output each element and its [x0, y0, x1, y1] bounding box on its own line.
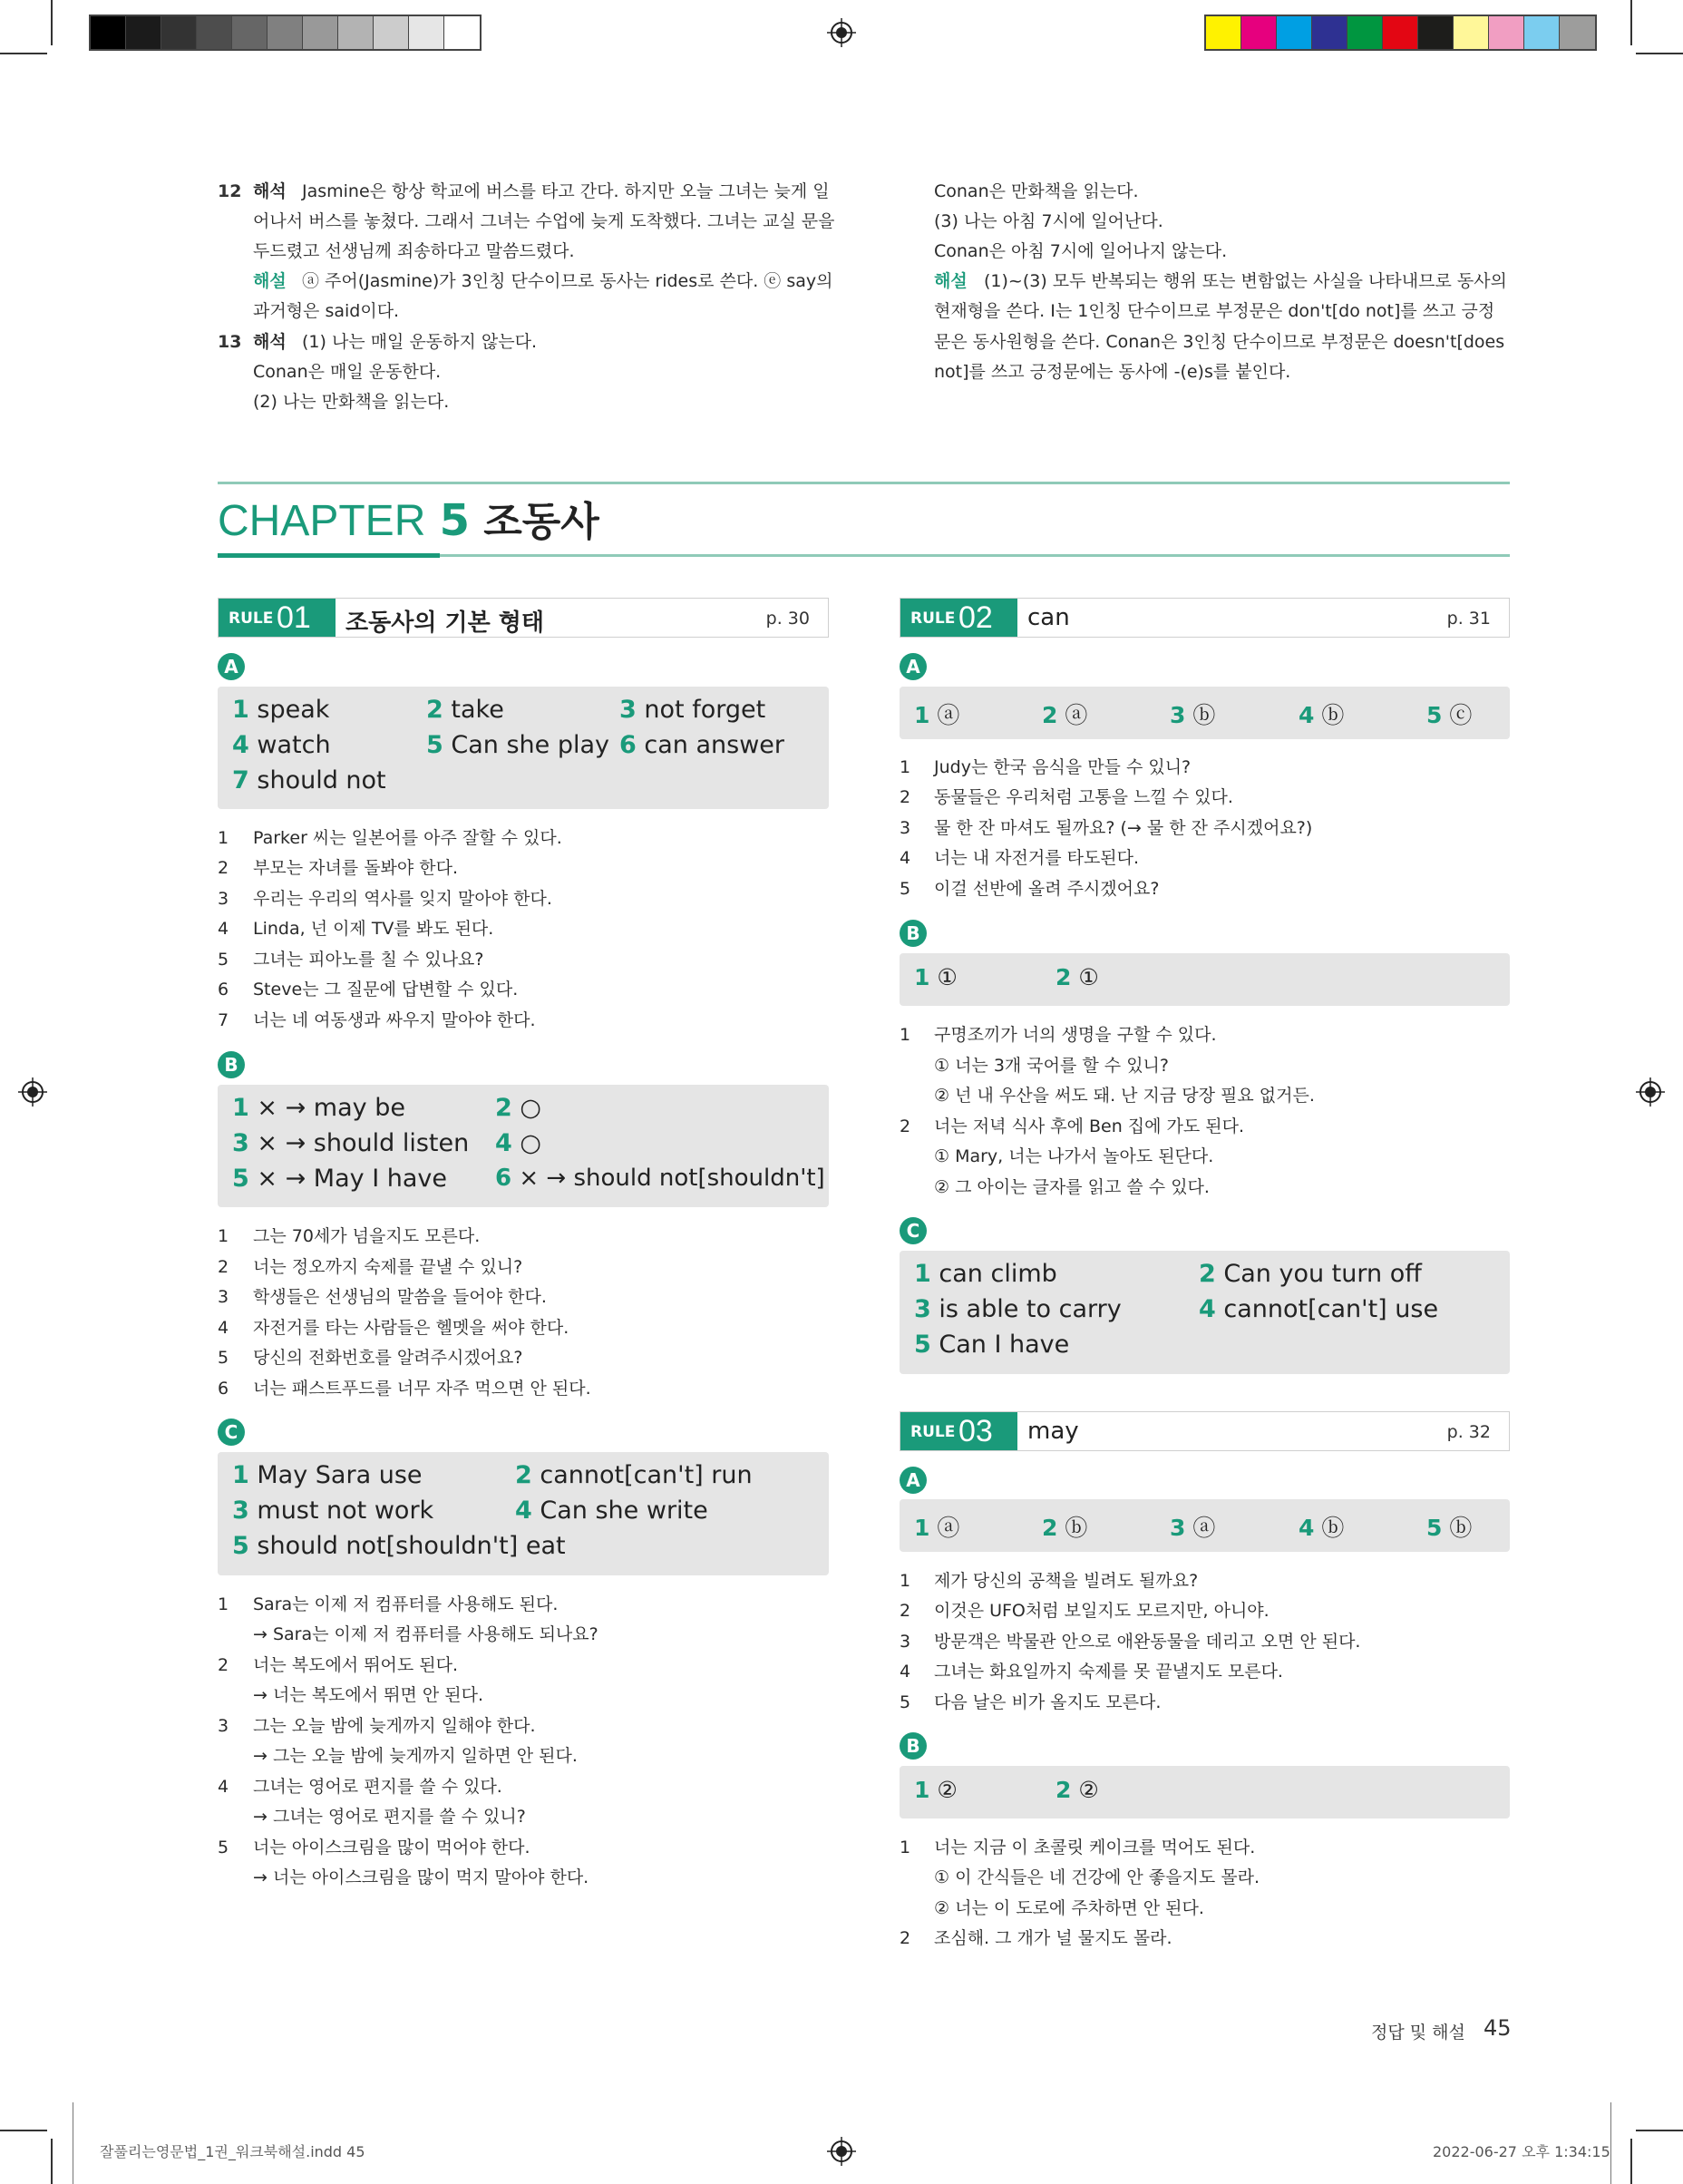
text-line: Conan은 만화책을 읽는다. — [934, 181, 1139, 201]
rule-03-header — [900, 1411, 1510, 1451]
rule-01-c-answer-box — [218, 1452, 829, 1575]
answer-number: 4 — [1299, 702, 1315, 728]
answer-item — [1056, 964, 1099, 990]
note-text: 당신의 전화번호를 알려주시겠어요? — [253, 1348, 523, 1368]
text-line: not]를 쓰고 긍정문에는 동사에 -(e)s를 붙인다. — [934, 362, 1291, 382]
section-a-badge: A — [900, 653, 927, 680]
answer-number: 2 — [515, 1461, 532, 1489]
chapter-rule-accent — [218, 553, 440, 558]
rule-03-b-answer-box — [900, 1766, 1510, 1818]
answer-number: 3 — [232, 1129, 249, 1157]
registration-mark-icon — [827, 2137, 856, 2166]
footer-label: 정답 및 해설 — [1371, 2023, 1465, 2043]
answer-number: 2 — [1199, 1260, 1216, 1288]
rule-03-a-answer-box — [900, 1499, 1510, 1552]
answer-text: ⓑ — [1449, 1515, 1473, 1541]
note-text: 이걸 선반에 올려 주시겠어요? — [934, 879, 1160, 899]
page-number: 45 — [1484, 2015, 1512, 2041]
note-text: 1 — [218, 1226, 229, 1246]
answer-number: 4 — [1299, 1515, 1315, 1541]
note-text: 1 — [900, 1838, 911, 1857]
answer-item — [495, 1165, 825, 1192]
answer-text: Can she play — [451, 731, 610, 759]
answer-number: 1 — [914, 1515, 930, 1541]
answer-text: ① — [1078, 964, 1099, 990]
color-swatch-bar — [1204, 15, 1597, 51]
note-text: 5 — [900, 1692, 911, 1712]
rule-02-b-answer-box — [900, 953, 1510, 1006]
answer-number: 1 — [914, 964, 930, 990]
note-text: 6 — [218, 980, 229, 999]
answer-number: 4 — [232, 731, 249, 759]
answer-item — [914, 1295, 1122, 1323]
label-haeseok: 해석 — [253, 181, 287, 201]
note-text: 3 — [900, 1632, 911, 1652]
answer-number: 1 — [914, 1777, 930, 1803]
item-number: 13 — [218, 332, 242, 352]
note-text: ② 그 아이는 글자를 읽고 쓸 수 있다. — [934, 1177, 1210, 1197]
answer-number: 5 — [1426, 702, 1443, 728]
answer-text: watch — [257, 731, 331, 759]
text-line: 어나서 버스를 놓쳤다. 그래서 그녀는 수업에 늦게 도착했다. 그녀는 교실 문을 — [253, 211, 835, 231]
answer-item — [1299, 697, 1344, 730]
answer-text: ⓐ — [1192, 1515, 1216, 1541]
answer-number: 5 — [232, 1532, 249, 1560]
answer-text: can answer — [644, 731, 784, 759]
rule-badge-number: 01 — [277, 600, 311, 635]
rule-badge-number: 03 — [958, 1414, 993, 1448]
answer-number: 4 — [495, 1129, 512, 1157]
answer-item — [232, 696, 329, 724]
note-text: Parker 씨는 일본어를 아주 잘할 수 있다. — [253, 828, 562, 848]
note-text: ② 넌 내 우산을 써도 돼. 난 지금 당장 필요 없거든. — [934, 1086, 1315, 1106]
rule-badge-word: RULE — [910, 609, 956, 628]
note-text: 5 — [218, 1348, 229, 1368]
gray-swatch-bar — [89, 15, 482, 51]
answer-text: is able to carry — [939, 1295, 1122, 1323]
note-text: 그녀는 피아노를 칠 수 있나요? — [253, 950, 484, 970]
note-text: 그는 70세가 넘을지도 모른다. — [253, 1226, 481, 1246]
note-text: 학생들은 선생님의 말씀을 들어야 한다. — [253, 1287, 547, 1307]
answer-item — [232, 1129, 469, 1157]
color-swatch — [1241, 16, 1277, 49]
answer-text: ⓑ — [1321, 1515, 1345, 1541]
rule-title: 조동사의 기본 형태 — [345, 609, 545, 637]
answer-text: must not work — [257, 1497, 434, 1525]
note-text: 2 — [900, 1116, 911, 1136]
color-swatch — [1560, 16, 1595, 49]
answer-item — [232, 1094, 405, 1122]
answer-item — [914, 964, 958, 990]
note-text: 동물들은 우리처럼 고통을 느낄 수 있다. — [934, 787, 1233, 807]
text-line: Conan은 아침 7시에 일어나지 않는다. — [934, 241, 1228, 261]
rule-02-a-answer-box — [900, 687, 1510, 739]
label-haeseol: 해설 — [934, 271, 968, 291]
answer-item — [1426, 697, 1472, 730]
registration-mark-icon — [18, 1077, 47, 1107]
note-text: ① 너는 3개 국어를 할 수 있니? — [934, 1056, 1169, 1076]
answer-text: May Sara use — [257, 1461, 423, 1489]
section-a-badge: A — [900, 1467, 927, 1494]
answer-number: 1 — [232, 1094, 249, 1122]
note-text: 2 — [218, 1655, 229, 1675]
rule-page-ref: p. 31 — [1446, 609, 1491, 629]
answer-number: 3 — [619, 696, 637, 724]
note-text: Linda, 넌 이제 TV를 봐도 된다. — [253, 919, 494, 939]
chapter-number: 5 — [439, 495, 471, 546]
answer-item — [1299, 1510, 1344, 1543]
answer-number: 3 — [1170, 702, 1186, 728]
answer-number: 4 — [1199, 1295, 1216, 1323]
answer-text: × → should listen — [257, 1129, 470, 1157]
text-line: Conan은 매일 운동한다. — [253, 362, 442, 382]
color-swatch — [303, 16, 338, 49]
answer-item — [619, 731, 784, 759]
chapter-word: CHAPTER — [218, 497, 426, 545]
note-text: 너는 네 여동생과 싸우지 말아야 한다. — [253, 1010, 536, 1030]
note-text: 너는 복도에서 뛰어도 된다. — [253, 1655, 459, 1675]
answer-item — [232, 1497, 433, 1525]
text-line: ⓐ 주어(Jasmine)가 3인칭 단수이므로 동사는 rides로 쓴다. ⓔ say의 — [302, 271, 833, 291]
answer-item — [914, 697, 959, 730]
rule-badge-word: RULE — [910, 1423, 956, 1441]
note-text: 5 — [900, 879, 911, 899]
note-text: 2 — [218, 858, 229, 878]
note-text: 2 — [900, 1601, 911, 1621]
answer-text: ① — [937, 964, 958, 990]
rule-badge — [900, 1412, 1017, 1450]
answer-item — [619, 696, 765, 724]
note-text: 부모는 자녀를 돌봐야 한다. — [253, 858, 459, 878]
answer-text: ○ — [520, 1094, 541, 1122]
answer-text: should not[shouldn't] eat — [257, 1532, 566, 1560]
note-text: 제가 당신의 공책을 빌려도 될까요? — [934, 1571, 1199, 1591]
rule-01-header — [218, 598, 829, 638]
answer-item — [914, 1510, 959, 1543]
note-text: 3 — [218, 1716, 229, 1736]
answer-item — [515, 1497, 708, 1525]
rule-badge — [219, 599, 336, 637]
note-text: 방문객은 박물관 안으로 애완동물을 데리고 오면 안 된다. — [934, 1632, 1361, 1652]
answer-text: ② — [1078, 1777, 1099, 1803]
note-text: 우리는 우리의 역사를 잊지 말아야 한다. — [253, 889, 552, 909]
note-text: 조심해. 그 개가 널 물지도 몰라. — [934, 1928, 1172, 1948]
note-text: 3 — [218, 1287, 229, 1307]
answer-text: cannot[can't] run — [540, 1461, 753, 1489]
note-text: 5 — [218, 950, 229, 970]
answer-text: can climb — [939, 1260, 1057, 1288]
text-line: 문은 동사원형을 쓴다. Conan은 3인칭 단수이므로 부정문은 doesn't[does — [934, 332, 1505, 352]
rule-02-c-answer-box — [900, 1251, 1510, 1374]
answer-item — [232, 1165, 447, 1193]
answer-number: 3 — [232, 1497, 249, 1525]
answer-number: 2 — [1056, 964, 1072, 990]
note-text: 그는 오늘 밤에 늦게까지 일해야 한다. — [253, 1716, 536, 1736]
slug-filename: 잘풀리는영문법_1권_워크북해설.indd 45 — [100, 2143, 365, 2160]
answer-item — [914, 1777, 958, 1803]
answer-number: 5 — [914, 1331, 931, 1359]
note-text: 구명조끼가 너의 생명을 구할 수 있다. — [934, 1025, 1217, 1045]
answer-text: cannot[can't] use — [1223, 1295, 1439, 1323]
answer-number: 2 — [495, 1094, 512, 1122]
color-swatch — [232, 16, 268, 49]
color-swatch — [1277, 16, 1312, 49]
answer-number: 5 — [232, 1165, 249, 1193]
chapter-title: 조동사 — [483, 499, 599, 545]
note-text: 그녀는 영어로 편지를 쓸 수 있다. — [253, 1777, 502, 1797]
text-line: (2) 나는 만화책을 읽는다. — [253, 392, 450, 412]
answer-text: ○ — [520, 1129, 541, 1157]
answer-number: 1 — [232, 696, 249, 724]
answer-item — [1199, 1295, 1438, 1323]
color-swatch — [1383, 16, 1418, 49]
registration-mark-icon — [1636, 1077, 1665, 1107]
color-swatch — [1312, 16, 1347, 49]
answer-number: 2 — [426, 696, 443, 724]
answer-text: ⓐ — [1065, 702, 1088, 728]
note-text: 4 — [218, 919, 229, 939]
note-text: 너는 내 자전거를 타도된다. — [934, 848, 1140, 868]
answer-text: × → may be — [257, 1094, 405, 1122]
text-line: (1)~(3) 모두 반복되는 행위 또는 변함없는 사실을 나타내므로 동사의 — [984, 271, 1507, 291]
text-line: 과거형은 said이다. — [253, 301, 400, 321]
chapter-heading — [218, 493, 599, 550]
answer-number: 3 — [914, 1295, 931, 1323]
answer-text: speak — [257, 696, 330, 724]
answer-text: should not — [257, 766, 386, 795]
answer-item — [914, 1260, 1057, 1288]
answer-number: 2 — [1042, 1515, 1058, 1541]
color-swatch — [197, 16, 232, 49]
section-b-badge: B — [900, 1732, 927, 1760]
chapter-rule-top — [218, 482, 1510, 484]
note-text: 4 — [218, 1777, 229, 1797]
answer-item — [1042, 1510, 1087, 1543]
note-text: 2 — [218, 1257, 229, 1277]
text-line: Jasmine은 항상 학교에 버스를 타고 간다. 하지만 오늘 그녀는 늦게 일 — [302, 181, 830, 201]
note-text: Sara는 이제 저 컴퓨터를 사용해도 된다. — [253, 1594, 559, 1614]
answer-text: ⓐ — [937, 702, 960, 728]
answer-text: Can she write — [540, 1497, 708, 1525]
section-c-badge: C — [900, 1217, 927, 1244]
answer-number: 2 — [1056, 1777, 1072, 1803]
note-text: ② 너는 이 도로에 주차하면 안 된다. — [934, 1898, 1204, 1918]
note-text: 2 — [900, 787, 911, 807]
section-c-badge: C — [218, 1419, 245, 1446]
answer-text: ② — [937, 1777, 958, 1803]
note-text: 1 — [900, 1025, 911, 1045]
text-line: (1) 나는 매일 운동하지 않는다. — [302, 332, 538, 352]
answer-item — [1170, 697, 1215, 730]
rule-01-a-answer-box — [218, 687, 829, 809]
note-text: → 그녀는 영어로 편지를 쓸 수 있니? — [253, 1807, 526, 1827]
answer-item — [232, 766, 386, 795]
note-text: 3 — [900, 818, 911, 838]
answer-item — [1170, 1510, 1215, 1543]
answer-number: 5 — [426, 731, 443, 759]
note-text: 2 — [900, 1928, 911, 1948]
answer-text: × → should not[shouldn't] — [519, 1165, 825, 1192]
answer-item — [515, 1461, 753, 1489]
color-swatch — [1206, 16, 1241, 49]
note-text: 1 — [218, 1594, 229, 1614]
color-swatch — [1454, 16, 1489, 49]
answer-number: 3 — [1170, 1515, 1186, 1541]
color-swatch — [338, 16, 374, 49]
answer-text: ⓒ — [1449, 702, 1473, 728]
rule-badge-number: 02 — [958, 600, 993, 635]
answer-text: take — [451, 696, 504, 724]
item-number: 12 — [218, 181, 242, 201]
note-text: → 너는 복도에서 뛰면 안 된다. — [253, 1685, 484, 1705]
section-b-badge: B — [218, 1051, 245, 1078]
note-text: 5 — [218, 1838, 229, 1857]
note-text: 4 — [900, 1662, 911, 1682]
note-text: 1 — [900, 1571, 911, 1591]
registration-mark-icon — [827, 18, 856, 47]
answer-item — [495, 1129, 541, 1157]
answer-number: 1 — [914, 702, 930, 728]
color-swatch — [1524, 16, 1560, 49]
note-text: 1 — [900, 757, 911, 777]
rule-badge-word: RULE — [229, 609, 274, 628]
rule-title: can — [1027, 604, 1070, 631]
answer-text: ⓑ — [1065, 1515, 1088, 1541]
answer-text: not forget — [644, 696, 766, 724]
answer-number: 6 — [495, 1165, 512, 1192]
note-text: ① Mary, 너는 나가서 놀아도 된단다. — [934, 1146, 1214, 1166]
answer-text: Can you turn off — [1223, 1260, 1422, 1288]
answer-item — [1056, 1777, 1099, 1803]
answer-item — [232, 1532, 566, 1560]
note-text: 너는 아이스크림을 많이 먹어야 한다. — [253, 1838, 530, 1857]
slug-timestamp: 2022-06-27 오후 1:34:15 — [1433, 2143, 1610, 2160]
note-text: 1 — [218, 828, 229, 848]
note-text: 너는 패스트푸드를 너무 자주 먹으면 안 된다. — [253, 1379, 591, 1399]
answer-number: 2 — [1042, 702, 1058, 728]
label-haeseok: 해석 — [253, 332, 287, 352]
answer-item — [1042, 697, 1087, 730]
note-text: 4 — [218, 1318, 229, 1338]
answer-number: 1 — [232, 1461, 249, 1489]
color-swatch — [1489, 16, 1524, 49]
answer-text: × → May I have — [257, 1165, 447, 1193]
color-swatch — [409, 16, 444, 49]
color-swatch — [161, 16, 197, 49]
answer-text: ⓑ — [1192, 702, 1216, 728]
color-swatch — [444, 16, 480, 49]
answer-item — [495, 1094, 541, 1122]
answer-text: ⓐ — [937, 1515, 960, 1541]
rule-01-b-answer-box — [218, 1085, 829, 1207]
answer-number: 7 — [232, 766, 249, 795]
rule-02-header — [900, 598, 1510, 638]
note-text: 물 한 잔 마셔도 될까요? (→ 물 한 잔 주시겠어요?) — [934, 818, 1313, 838]
answer-text: Can I have — [939, 1331, 1070, 1359]
note-text: 너는 정오까지 숙제를 끝낼 수 있니? — [253, 1257, 523, 1277]
color-swatch — [1347, 16, 1383, 49]
note-text: 3 — [218, 889, 229, 909]
color-swatch — [1418, 16, 1454, 49]
note-text: 7 — [218, 1010, 229, 1030]
answer-number: 6 — [619, 731, 637, 759]
answer-item — [232, 1461, 423, 1489]
note-text: → Sara는 이제 저 컴퓨터를 사용해도 되나요? — [253, 1624, 598, 1644]
text-line: 현재형을 쓴다. I는 1인칭 단수이므로 부정문은 don't[do not]를 쓰고 긍정 — [934, 301, 1495, 321]
answer-item — [914, 1331, 1069, 1359]
note-text: 6 — [218, 1379, 229, 1399]
text-line: 두드렸고 선생님께 죄송하다고 말씀드렸다. — [253, 241, 575, 261]
answer-number: 5 — [1426, 1515, 1443, 1541]
note-text: 다음 날은 비가 올지도 모른다. — [934, 1692, 1162, 1712]
text-line: (3) 나는 아침 7시에 일어난다. — [934, 211, 1163, 231]
rule-title: may — [1027, 1418, 1079, 1445]
answer-item — [1199, 1260, 1422, 1288]
section-a-badge: A — [218, 653, 245, 680]
answer-number: 1 — [914, 1260, 931, 1288]
answer-item — [232, 731, 331, 759]
note-text: 자전거를 타는 사람들은 헬멧을 써야 한다. — [253, 1318, 569, 1338]
note-text: → 그는 오늘 밤에 늦게까지 일하면 안 된다. — [253, 1746, 578, 1766]
note-text: → 너는 아이스크림을 많이 먹지 말아야 한다. — [253, 1867, 589, 1887]
answer-item — [426, 696, 504, 724]
note-text: Steve는 그 질문에 답변할 수 있다. — [253, 980, 519, 999]
rule-page-ref: p. 30 — [765, 609, 810, 629]
section-b-badge: B — [900, 920, 927, 947]
note-text: 이것은 UFO처럼 보일지도 모르지만, 아니야. — [934, 1601, 1270, 1621]
answer-item — [426, 731, 609, 759]
color-swatch — [91, 16, 126, 49]
answer-text: ⓑ — [1321, 702, 1345, 728]
label-haeseol: 해설 — [253, 271, 287, 291]
answer-item — [1426, 1510, 1472, 1543]
color-swatch — [126, 16, 161, 49]
note-text: Judy는 한국 음식을 만들 수 있니? — [934, 757, 1192, 777]
rule-badge — [900, 599, 1017, 637]
answer-number: 4 — [515, 1497, 532, 1525]
color-swatch — [268, 16, 303, 49]
note-text: 너는 저녁 식사 후에 Ben 집에 가도 된다. — [934, 1116, 1245, 1136]
color-swatch — [374, 16, 409, 49]
rule-page-ref: p. 32 — [1446, 1422, 1491, 1442]
note-text: ① 이 간식들은 네 건강에 안 좋을지도 몰라. — [934, 1867, 1260, 1887]
note-text: 4 — [900, 848, 911, 868]
note-text: 너는 지금 이 초콜릿 케이크를 먹어도 된다. — [934, 1838, 1256, 1857]
note-text: 그녀는 화요일까지 숙제를 못 끝낼지도 모른다. — [934, 1662, 1283, 1682]
